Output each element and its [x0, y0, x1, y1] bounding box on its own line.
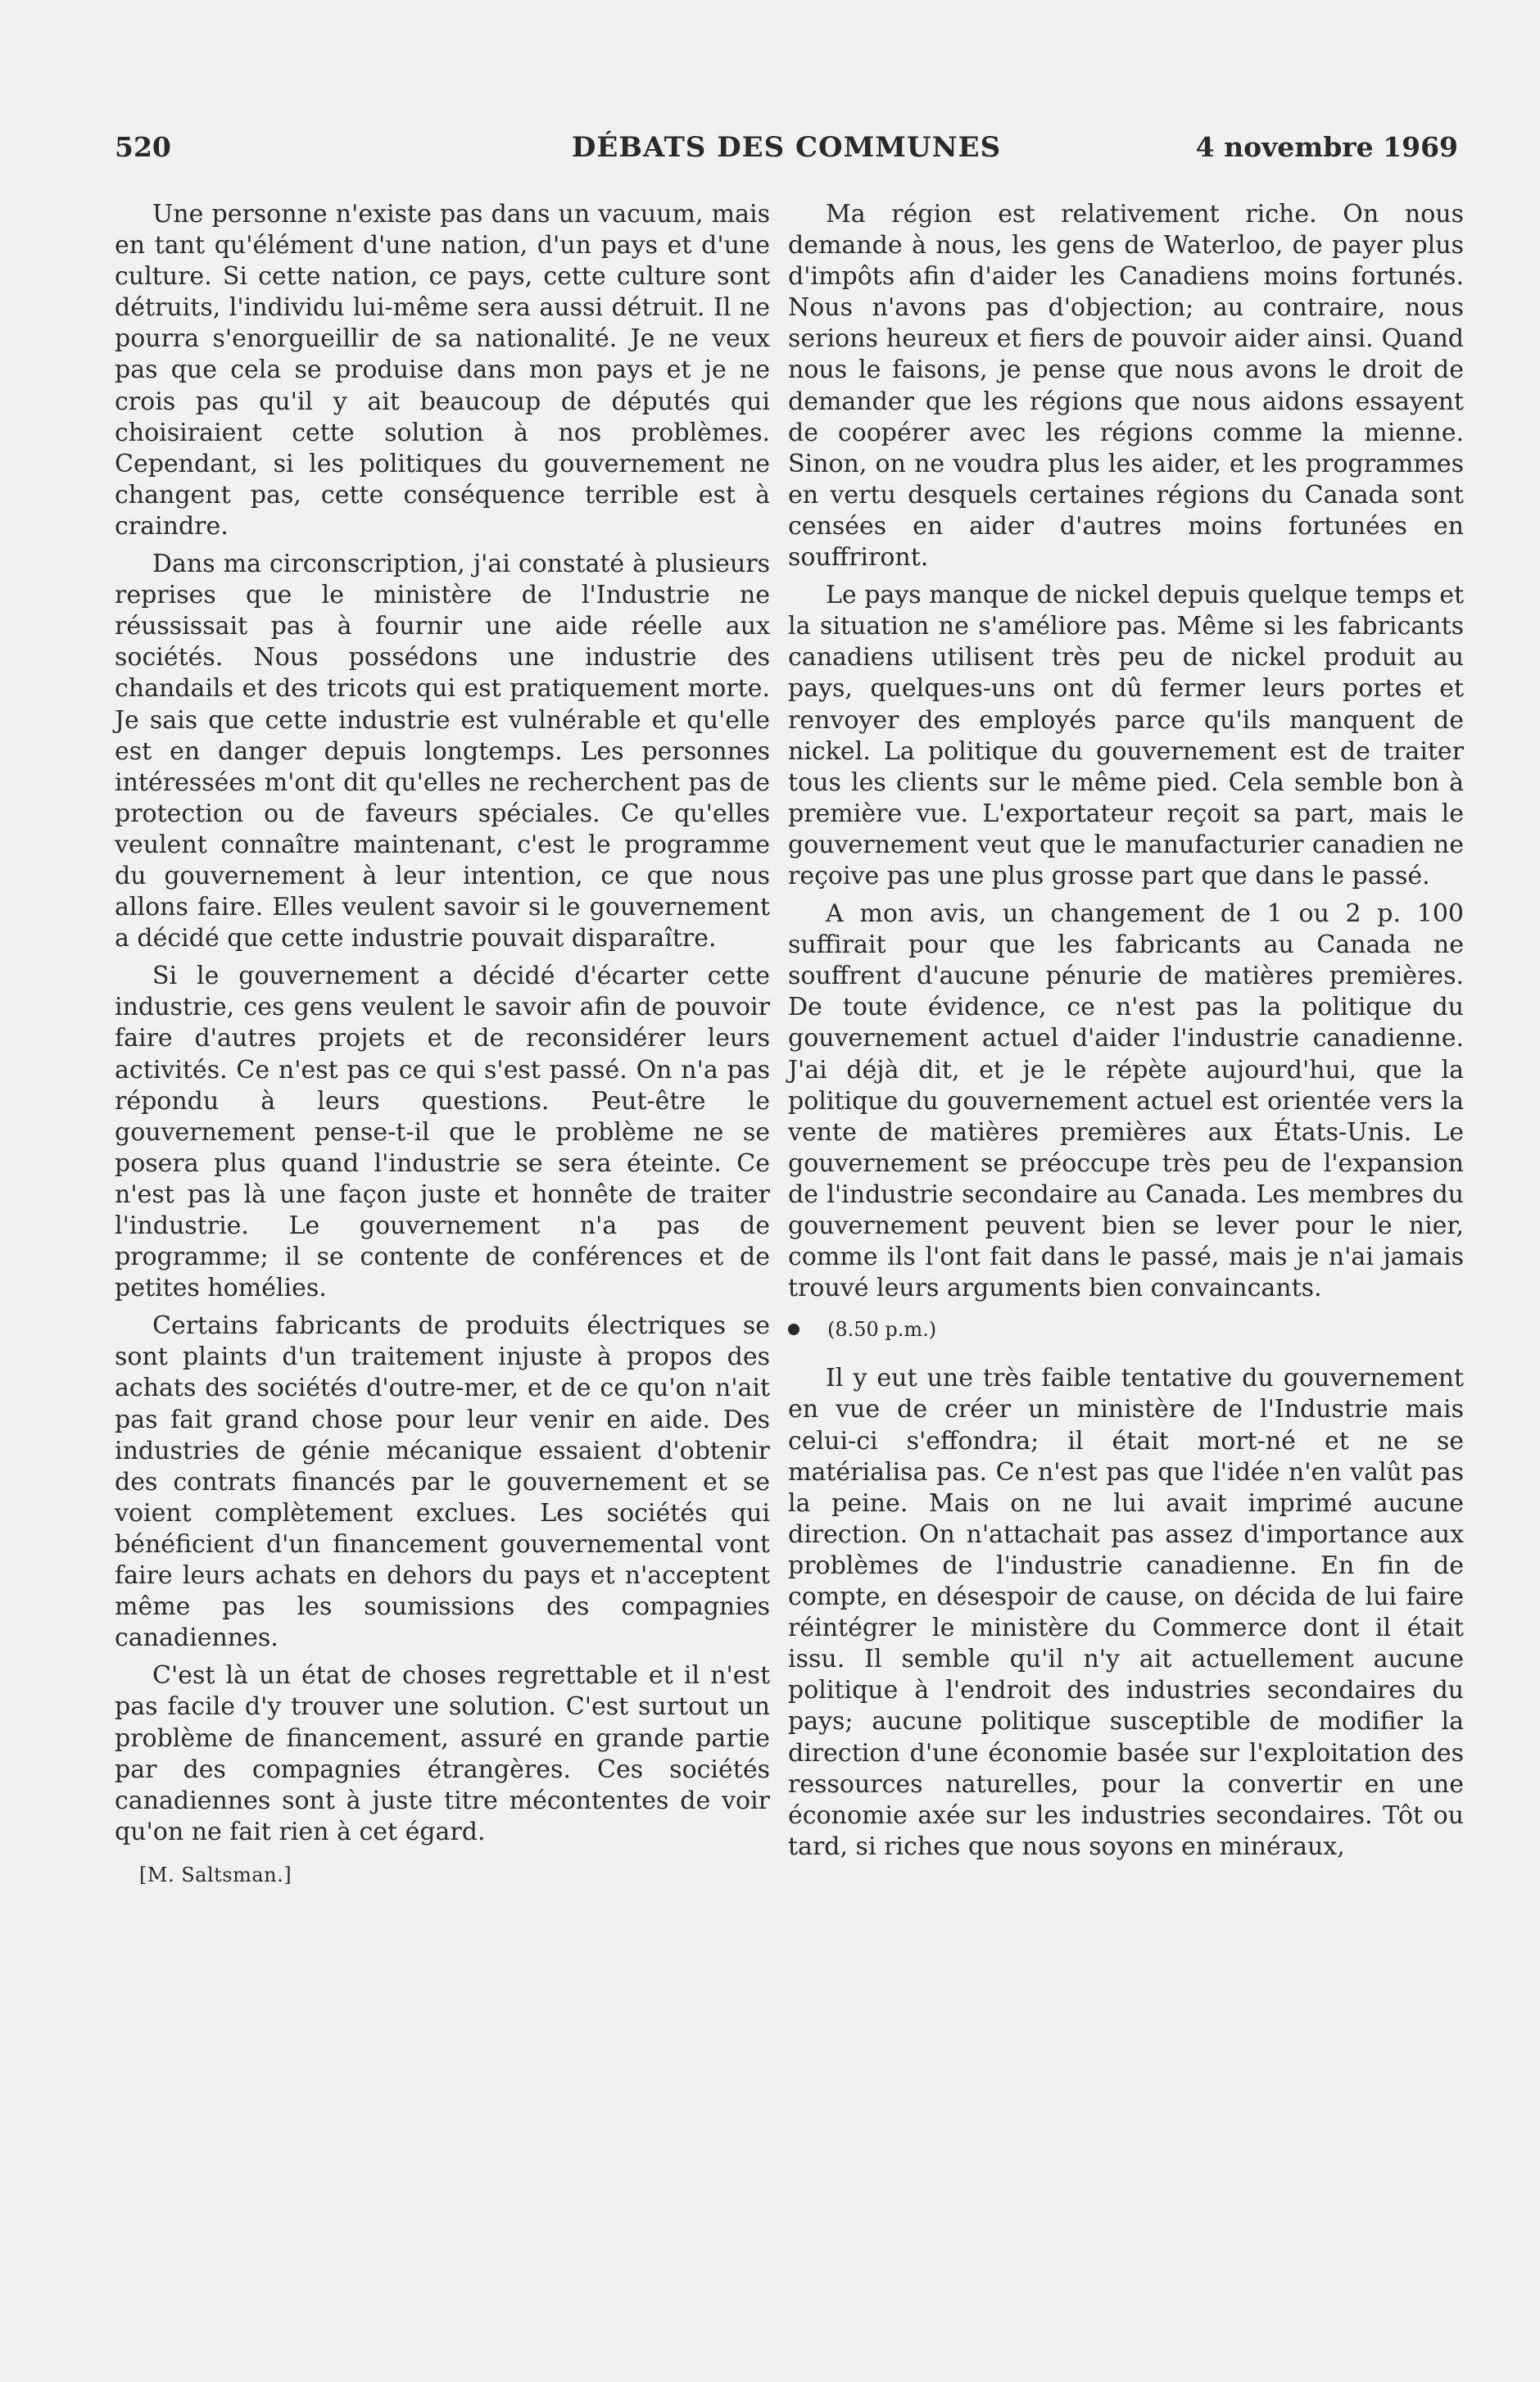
page-header: [115, 131, 1458, 172]
paragraph: Il y eut une très faible tentative du gouvernement en vue de créer un ministère de l'Industrie mais celui-ci s'effondra; il était mort-né et ne se matérialisa pas. Ce n'est pas que l'idée n'en valût pas la peine. Mais on ne lui avait imprimé aucune direction. On n'attachait pas assez d'importance aux problèmes de l'industrie canadienne. En fin de compte, en désespoir de cause, on décida de lui faire réintégrer le ministère du Commerce dont il était issu. Il semble qu'il n'y ait actuellement aucune politique à l'endroit des industries secondaires du pays; aucune politique susceptible de modifier la direction d'une économie basée sur l'exploitation des ressources naturelles, pour la convertir en une économie axée sur les industries secondaires. Tôt ou tard, si riches que nous soyons en minéraux,: [788, 1364, 1464, 1861]
paragraph: C'est là un état de choses regrettable et il n'est pas facile d'y trouver une solution. C'est surtout un problème de financement, assuré en grande partie par des compagnies étrangères. Ces sociétés canadiennes sont à juste titre mécontentes de voir qu'on ne fait rien à cet égard.: [115, 1661, 770, 1846]
bullet-dot-icon: [788, 1324, 799, 1335]
time-stamp-text: (8.50 p.m.): [827, 1318, 937, 1342]
paragraph: Le pays manque de nickel depuis quelque temps et la situation ne s'améliore pas. Même si les fabricants canadiens utilisent très peu de nickel produit au pays, quelques-uns ont dû fermer leurs portes et renvoyer des employés parce qu'ils manquent de nickel. La politique du gouvernement est de traiter tous les clients sur le même pied. Cela semble bon à première vue. L'exportateur reçoit sa part, mais le gouvernement veut que le manufacturier canadien ne reçoive pas une plus grosse part que dans le passé.: [788, 581, 1464, 890]
page-number: 520: [115, 131, 171, 163]
speaker-attribution: [M. Saltsman.]: [139, 1863, 292, 1886]
session-date: 4 novembre 1969: [1195, 131, 1458, 163]
paragraph: Dans ma circonscription, j'ai constaté à plusieurs reprises que le ministère de l'Industrie ne réussissait pas à fournir une aide réelle aux sociétés. Nous possédons une industrie des chandails et des tricots qui est pratiquement morte. Je sais que cette industrie est vulnérable et qu'elle est en danger depuis longtemps. Les personnes intéressées m'ont dit qu'elles ne recherchent pas de protection ou de faveurs spéciales. Ce qu'elles veulent connaître maintenant, c'est le programme du gouvernement à leur intention, ce que nous allons faire. Elles veulent savoir si le gouvernement a décidé que cette industrie pouvait disparaître.: [115, 550, 770, 953]
left-column: [115, 199, 770, 1891]
paragraph: A mon avis, un changement de 1 ou 2 p. 100 suffirait pour que les fabricants au Canada ne souffrent d'aucune pénurie de matières premières. De toute évidence, ce n'est pas la politique du gouvernement actuel d'aider l'industrie canadienne. J'ai déjà dit, et je le répète aujourd'hui, que la politique du gouvernement actuel est orientée vers la vente de matières premières aux États-Unis. Le gouvernement se préoccupe très peu de l'expansion de l'industrie secondaire au Canada. Les membres du gouvernement peuvent bien se lever pour le nier, comme ils l'ont fait dans le passé, mais je n'ai jamais trouvé leurs arguments bien convaincants.: [788, 899, 1464, 1303]
paragraph: Certains fabricants de produits électriques se sont plaints d'un traitement injuste à propos des achats des sociétés d'outre-mer, et de ce qu'on n'ait pas fait grand chose pour leur venir en aide. Des industries de génie mécanique essaient d'obtenir des contrats financés par le gouvernement et se voient complètement exclues. Les sociétés qui bénéficient d'un financement gouvernemental vont faire leurs achats en dehors du pays et n'acceptent même pas les soumissions des compagnies canadiennes.: [115, 1311, 770, 1653]
paragraph: Une personne n'existe pas dans un vacuum, mais en tant qu'élément d'une nation, d'un pays et d'une culture. Si cette nation, ce pays, cette culture sont détruits, l'individu lui-même sera aussi détruit. Il ne pourra s'enorgueillir de sa nationalité. Je ne veux pas que cela se produise dans mon pays et je ne crois pas qu'il y ait beaucoup de députés qui choisiraient cette solution à nos problèmes. Cependant, si les politiques du gouvernement ne changent pas, cette conséquence terrible est à craindre.: [115, 200, 770, 541]
right-column: [788, 199, 1464, 1869]
paragraph: Si le gouvernement a décidé d'écarter cette industrie, ces gens veulent le savoir afin de pouvoir faire d'autres projets et de reconsidérer leurs activités. Ce n'est pas ce qui s'est passé. On n'a pas répondu à leurs questions. Peut-être le gouvernement pense-t-il que le problème ne se posera plus quand l'industrie se sera éteinte. Ce n'est pas là une façon juste et honnête de traiter l'industrie. Le gouvernement n'a pas de programme; il se contente de conférences et de petites homélies.: [115, 962, 770, 1303]
publication-title: DÉBATS DES COMMUNES: [571, 131, 1002, 164]
paragraph: Ma région est relativement riche. On nous demande à nous, les gens de Waterloo, de payer plus d'impôts afin d'aider les Canadiens moins fortunés. Nous n'avons pas d'objection; au contraire, nous serions heureux et fiers de pouvoir aider ainsi. Quand nous le faisons, je pense que nous avons le droit de demander que les régions que nous aidons essayent de coopérer avec les régions comme la mienne. Sinon, on ne voudra plus les aider, et les programmes en vertu desquels certaines régions du Canada sont censées en aider d'autres moins fortunées en souffriront.: [788, 200, 1464, 573]
time-marker: [788, 1314, 1464, 1345]
